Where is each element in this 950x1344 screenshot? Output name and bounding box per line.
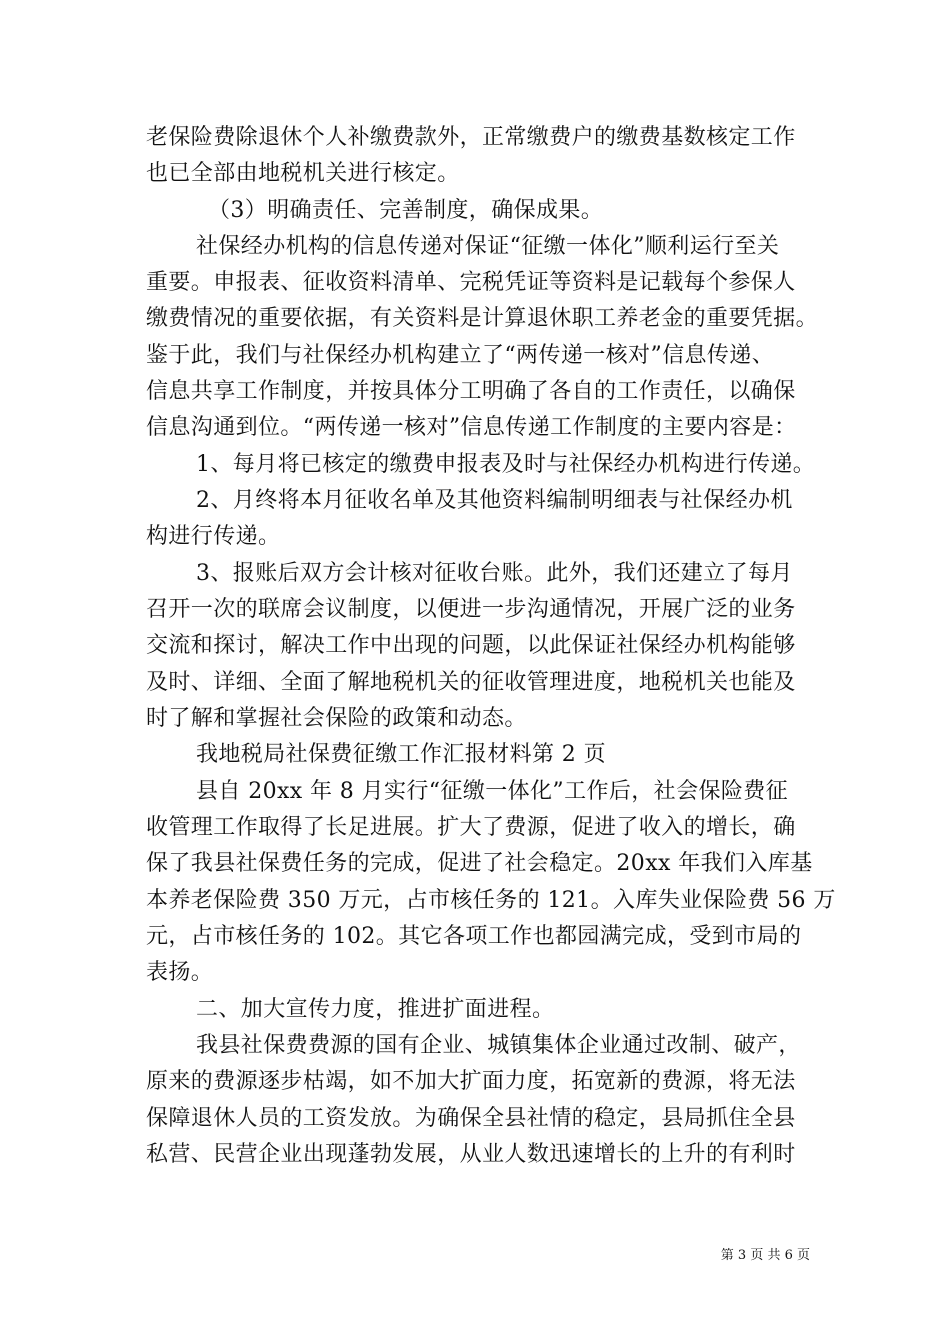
text-line: 保障退休人员的工资发放。为确保全县社情的稳定，县局抓住全县 (146, 1106, 796, 1131)
text-line: 召开一次的联席会议制度，以便进一步沟通情况，开展广泛的业务 (146, 597, 796, 622)
section-heading: （3）明确责任、完善制度，确保成果。 (208, 198, 604, 223)
text-line: 我县社保费费源的国有企业、城镇集体企业通过改制、破产， (196, 1033, 801, 1058)
text-line: 鉴于此，我们与社保经办机构建立了“两传递一核对”信息传递、 (146, 343, 775, 368)
text-line: 缴费情况的重要依据，有关资料是计算退休职工养老金的重要凭据。 (146, 306, 819, 331)
list-item: 1、每月将已核定的缴费申报表及时与社保经办机构进行传递。 (196, 452, 816, 477)
text-line: 构进行传递。 (146, 524, 281, 549)
list-item: 2、月终将本月征收名单及其他资料编制明细表与社保经办机 (196, 488, 793, 513)
section-heading: 二、加大宣传力度，推进扩面进程。 (196, 997, 555, 1022)
text-line: 老保险费除退休个人补缴费款外，正常缴费户的缴费基数核定工作 (146, 125, 796, 150)
page-number: 第 3 页 共 6 页 (720, 1248, 810, 1263)
text-line: 重要。申报表、征收资料清单、完税凭证等资料是记载每个参保人 (146, 270, 796, 295)
text-line: 信息沟通到位。“两传递一核对”信息传递工作制度的主要内容是： (146, 415, 797, 440)
text-line: 收管理工作取得了长足进展。扩大了费源，促进了收入的增长，确 (146, 815, 796, 840)
text-line: 信息共享工作制度，并按具体分工明确了各自的工作责任，以确保 (146, 379, 796, 404)
text-line: 本养老保险费 350 万元，占市核任务的 121。入库失业保险费 56 万 (146, 888, 836, 913)
text-line: 元，占市核任务的 102。其它各项工作也都园满完成，受到市局的 (146, 924, 802, 949)
text-line: 原来的费源逐步枯竭，如不加大扩面力度，拓宽新的费源，将无法 (146, 1069, 796, 1094)
text-line: 私营、民营企业出现蓬勃发展，从业人数迅速增长的上升的有利时 (146, 1142, 796, 1167)
text-line: 表扬。 (146, 960, 214, 985)
text-line: 保了我县社保费任务的完成，促进了社会稳定。20xx 年我们入库基 (146, 851, 813, 876)
text-line: 县自 20xx 年 8 月实行“征缴一体化”工作后，社会保险费征 (196, 779, 789, 804)
text-line: 交流和探讨，解决工作中出现的问题，以此保证社保经办机构能够 (146, 633, 796, 658)
text-line: 及时、详细、全面了解地税机关的征收管理进度，地税机关也能及 (146, 670, 796, 695)
text-line: 也已全部由地税机关进行核定。 (146, 161, 460, 186)
text-line: 社保经办机构的信息传递对保证“征缴一体化”顺利运行至关 (196, 234, 780, 259)
list-item: 3、报账后双方会计核对征收台账。此外，我们还建立了每月 (196, 561, 793, 586)
text-line: 时了解和掌握社会保险的政策和动态。 (146, 706, 527, 731)
page-title-line: 我地税局社保费征缴工作汇报材料第 2 页 (196, 742, 606, 767)
